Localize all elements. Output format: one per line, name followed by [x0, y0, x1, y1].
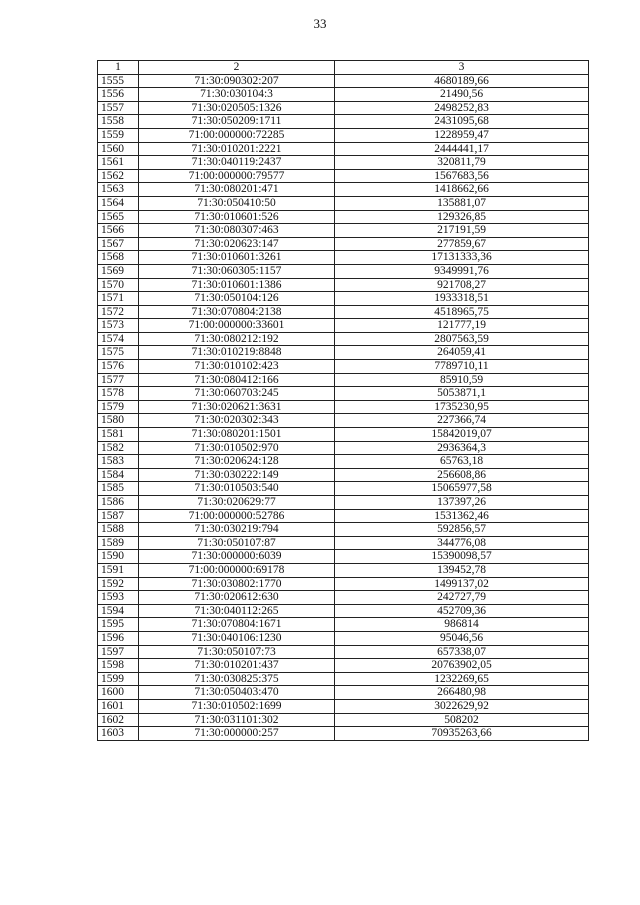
- value-cell: 121777,19: [335, 319, 589, 333]
- row-number-cell: 1572: [98, 305, 139, 319]
- table-row: [98, 482, 589, 496]
- cadastral-value-table: [97, 60, 589, 741]
- table-row: [98, 278, 589, 292]
- row-number-cell: 1580: [98, 414, 139, 428]
- row-number-cell: 1568: [98, 251, 139, 265]
- table-row: [98, 536, 589, 550]
- table-row: [98, 387, 589, 401]
- cadastral-number-cell: 71:30:040106:1230: [139, 631, 335, 645]
- cadastral-number-cell: 71:30:020505:1326: [139, 101, 335, 115]
- cadastral-number-cell: 71:30:000000:257: [139, 727, 335, 741]
- table-row: [98, 509, 589, 523]
- value-cell: 3022629,92: [335, 699, 589, 713]
- row-number-cell: 1588: [98, 523, 139, 537]
- value-cell: 70935263,66: [335, 727, 589, 741]
- cadastral-number-cell: 71:30:080307:463: [139, 224, 335, 238]
- value-cell: 242727,79: [335, 591, 589, 605]
- cadastral-number-cell: 71:30:020302:343: [139, 414, 335, 428]
- cadastral-number-cell: 71:30:010601:3261: [139, 251, 335, 265]
- table-row: [98, 428, 589, 442]
- table-row: [98, 169, 589, 183]
- column-header-2: 2: [139, 61, 335, 75]
- row-number-cell: 1577: [98, 373, 139, 387]
- row-number-cell: 1578: [98, 387, 139, 401]
- cadastral-number-cell: 71:00:000000:52786: [139, 509, 335, 523]
- row-number-cell: 1593: [98, 591, 139, 605]
- row-number-cell: 1573: [98, 319, 139, 333]
- value-cell: 5053871,1: [335, 387, 589, 401]
- table-row: [98, 74, 589, 88]
- value-cell: 2431095,68: [335, 115, 589, 129]
- value-cell: 2444441,17: [335, 142, 589, 156]
- table-row: [98, 101, 589, 115]
- cadastral-number-cell: 71:30:040112:265: [139, 604, 335, 618]
- cadastral-number-cell: 71:30:020629:77: [139, 496, 335, 510]
- row-number-cell: 1584: [98, 468, 139, 482]
- row-number-cell: 1574: [98, 332, 139, 346]
- cadastral-number-cell: 71:30:030825:375: [139, 672, 335, 686]
- value-cell: 217191,59: [335, 224, 589, 238]
- cadastral-number-cell: 71:00:000000:72285: [139, 128, 335, 142]
- value-cell: 7789710,11: [335, 360, 589, 374]
- value-cell: 1933318,51: [335, 292, 589, 306]
- table-row: [98, 699, 589, 713]
- row-number-cell: 1560: [98, 142, 139, 156]
- value-cell: 657338,07: [335, 645, 589, 659]
- table-row: [98, 156, 589, 170]
- row-number-cell: 1563: [98, 183, 139, 197]
- table-row: [98, 115, 589, 129]
- table-row: [98, 645, 589, 659]
- row-number-cell: 1566: [98, 224, 139, 238]
- value-cell: 9349991,76: [335, 264, 589, 278]
- table-row: [98, 414, 589, 428]
- value-cell: 227366,74: [335, 414, 589, 428]
- cadastral-number-cell: 71:30:010502:1699: [139, 699, 335, 713]
- table-row: [98, 360, 589, 374]
- row-number-cell: 1559: [98, 128, 139, 142]
- value-cell: 320811,79: [335, 156, 589, 170]
- value-cell: 2498252,83: [335, 101, 589, 115]
- row-number-cell: 1598: [98, 659, 139, 673]
- cadastral-number-cell: 71:30:031101:302: [139, 713, 335, 727]
- table-row: [98, 713, 589, 727]
- cadastral-number-cell: 71:30:070804:2138: [139, 305, 335, 319]
- value-cell: 137397,26: [335, 496, 589, 510]
- row-number-cell: 1555: [98, 74, 139, 88]
- table-row: [98, 319, 589, 333]
- cadastral-number-cell: 71:30:010502:970: [139, 441, 335, 455]
- value-cell: 15842019,07: [335, 428, 589, 442]
- table-row: [98, 468, 589, 482]
- value-cell: 921708,27: [335, 278, 589, 292]
- table-header-row: [98, 61, 589, 75]
- value-cell: 2936364,3: [335, 441, 589, 455]
- table-row: [98, 631, 589, 645]
- cadastral-number-cell: 71:30:030104:3: [139, 88, 335, 102]
- cadastral-number-cell: 71:30:000000:6039: [139, 550, 335, 564]
- value-cell: 1735230,95: [335, 400, 589, 414]
- table-row: [98, 496, 589, 510]
- value-cell: 1418662,66: [335, 183, 589, 197]
- cadastral-number-cell: 71:30:010601:1386: [139, 278, 335, 292]
- cadastral-number-cell: 71:30:050104:126: [139, 292, 335, 306]
- cadastral-number-cell: 71:30:010201:437: [139, 659, 335, 673]
- cadastral-number-cell: 71:00:000000:79577: [139, 169, 335, 183]
- cadastral-number-cell: 71:30:050107:87: [139, 536, 335, 550]
- row-number-cell: 1590: [98, 550, 139, 564]
- cadastral-number-cell: 71:30:010601:526: [139, 210, 335, 224]
- value-cell: 139452,78: [335, 563, 589, 577]
- page-number: 33: [313, 16, 327, 31]
- table-row: [98, 373, 589, 387]
- value-cell: 986814: [335, 618, 589, 632]
- cadastral-number-cell: 71:30:020624:128: [139, 455, 335, 469]
- value-cell: 277859,67: [335, 237, 589, 251]
- cadastral-number-cell: 71:30:050410:50: [139, 196, 335, 210]
- row-number-cell: 1583: [98, 455, 139, 469]
- cadastral-number-cell: 71:30:030219:794: [139, 523, 335, 537]
- value-cell: 344776,08: [335, 536, 589, 550]
- row-number-cell: 1595: [98, 618, 139, 632]
- row-number-cell: 1601: [98, 699, 139, 713]
- row-number-cell: 1581: [98, 428, 139, 442]
- row-number-cell: 1599: [98, 672, 139, 686]
- row-number-cell: 1596: [98, 631, 139, 645]
- table-row: [98, 305, 589, 319]
- row-number-cell: 1587: [98, 509, 139, 523]
- row-number-cell: 1569: [98, 264, 139, 278]
- row-number-cell: 1567: [98, 237, 139, 251]
- value-cell: 1228959,47: [335, 128, 589, 142]
- value-cell: 452709,36: [335, 604, 589, 618]
- row-number-cell: 1586: [98, 496, 139, 510]
- value-cell: 85910,59: [335, 373, 589, 387]
- cadastral-number-cell: 71:30:050209:1711: [139, 115, 335, 129]
- row-number-cell: 1589: [98, 536, 139, 550]
- value-cell: 2807563,59: [335, 332, 589, 346]
- table-row: [98, 577, 589, 591]
- value-cell: 129326,85: [335, 210, 589, 224]
- cadastral-number-cell: 71:30:030802:1770: [139, 577, 335, 591]
- value-cell: 15390098,57: [335, 550, 589, 564]
- cadastral-number-cell: 71:30:010201:2221: [139, 142, 335, 156]
- row-number-cell: 1600: [98, 686, 139, 700]
- row-number-cell: 1582: [98, 441, 139, 455]
- table-row: [98, 224, 589, 238]
- value-cell: 4518965,75: [335, 305, 589, 319]
- row-number-cell: 1564: [98, 196, 139, 210]
- cadastral-number-cell: 71:30:010102:423: [139, 360, 335, 374]
- cadastral-number-cell: 71:00:000000:69178: [139, 563, 335, 577]
- table-row: [98, 400, 589, 414]
- table-row: [98, 128, 589, 142]
- table-row: [98, 142, 589, 156]
- table-row: [98, 183, 589, 197]
- table-row: [98, 210, 589, 224]
- table-row: [98, 264, 589, 278]
- row-number-cell: 1570: [98, 278, 139, 292]
- value-cell: 4680189,66: [335, 74, 589, 88]
- cadastral-number-cell: 71:30:080412:166: [139, 373, 335, 387]
- cadastral-number-cell: 71:30:090302:207: [139, 74, 335, 88]
- table-row: [98, 346, 589, 360]
- row-number-cell: 1603: [98, 727, 139, 741]
- table-row: [98, 672, 589, 686]
- row-number-cell: 1592: [98, 577, 139, 591]
- value-cell: 266480,98: [335, 686, 589, 700]
- cadastral-number-cell: 71:30:050403:470: [139, 686, 335, 700]
- column-header-1: 1: [98, 61, 139, 75]
- cadastral-number-cell: 71:30:060703:245: [139, 387, 335, 401]
- table-row: [98, 727, 589, 741]
- cadastral-number-cell: 71:30:030222:149: [139, 468, 335, 482]
- cadastral-number-cell: 71:30:010219:8848: [139, 346, 335, 360]
- row-number-cell: 1576: [98, 360, 139, 374]
- table-row: [98, 441, 589, 455]
- table-row: [98, 618, 589, 632]
- value-cell: 21490,56: [335, 88, 589, 102]
- row-number-cell: 1561: [98, 156, 139, 170]
- row-number-cell: 1594: [98, 604, 139, 618]
- table-row: [98, 251, 589, 265]
- row-number-cell: 1558: [98, 115, 139, 129]
- table-body: [98, 74, 589, 740]
- table-row: [98, 88, 589, 102]
- table-row: [98, 292, 589, 306]
- row-number-cell: 1597: [98, 645, 139, 659]
- cadastral-number-cell: 71:30:050107:73: [139, 645, 335, 659]
- table-row: [98, 196, 589, 210]
- cadastral-number-cell: 71:30:020612:630: [139, 591, 335, 605]
- value-cell: 17131333,36: [335, 251, 589, 265]
- value-cell: 592856,57: [335, 523, 589, 537]
- value-cell: 256608,86: [335, 468, 589, 482]
- value-cell: 1232269,65: [335, 672, 589, 686]
- row-number-cell: 1571: [98, 292, 139, 306]
- row-number-cell: 1585: [98, 482, 139, 496]
- cadastral-number-cell: 71:30:020623:147: [139, 237, 335, 251]
- column-header-3: 3: [335, 61, 589, 75]
- row-number-cell: 1575: [98, 346, 139, 360]
- row-number-cell: 1591: [98, 563, 139, 577]
- cadastral-number-cell: 71:30:080201:471: [139, 183, 335, 197]
- value-cell: 135881,07: [335, 196, 589, 210]
- value-cell: 95046,56: [335, 631, 589, 645]
- table-row: [98, 659, 589, 673]
- value-cell: 1531362,46: [335, 509, 589, 523]
- cadastral-number-cell: 71:30:040119:2437: [139, 156, 335, 170]
- value-cell: 508202: [335, 713, 589, 727]
- cadastral-number-cell: 71:30:020621:3631: [139, 400, 335, 414]
- table-row: [98, 591, 589, 605]
- table-row: [98, 550, 589, 564]
- cadastral-number-cell: 71:30:010503:540: [139, 482, 335, 496]
- value-cell: 1499137,02: [335, 577, 589, 591]
- table-row: [98, 237, 589, 251]
- value-cell: 20763902,05: [335, 659, 589, 673]
- value-cell: 1567683,56: [335, 169, 589, 183]
- value-cell: 15065977,58: [335, 482, 589, 496]
- table-row: [98, 604, 589, 618]
- row-number-cell: 1579: [98, 400, 139, 414]
- table-row: [98, 332, 589, 346]
- value-cell: 65763,18: [335, 455, 589, 469]
- row-number-cell: 1557: [98, 101, 139, 115]
- cadastral-number-cell: 71:30:070804:1671: [139, 618, 335, 632]
- row-number-cell: 1562: [98, 169, 139, 183]
- table-row: [98, 523, 589, 537]
- cadastral-number-cell: 71:00:000000:33601: [139, 319, 335, 333]
- cadastral-number-cell: 71:30:060305:1157: [139, 264, 335, 278]
- row-number-cell: 1602: [98, 713, 139, 727]
- value-cell: 264059,41: [335, 346, 589, 360]
- row-number-cell: 1556: [98, 88, 139, 102]
- table-row: [98, 455, 589, 469]
- table-row: [98, 686, 589, 700]
- row-number-cell: 1565: [98, 210, 139, 224]
- table-row: [98, 563, 589, 577]
- cadastral-number-cell: 71:30:080201:1501: [139, 428, 335, 442]
- cadastral-number-cell: 71:30:080212:192: [139, 332, 335, 346]
